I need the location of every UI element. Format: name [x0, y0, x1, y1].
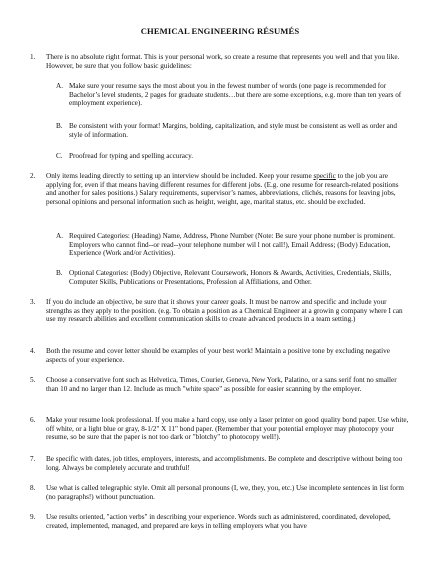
subitem-text: Make sure your resume says the most about you in the fewest number of words (one page is recommended for Bachelor’s level students, 2 pages for graduate students…but there are some exceptions, e.g. more than ten years of employment experience). [69, 82, 402, 108]
item-number: 5. [30, 376, 36, 384]
item-text-part: to the job you are applying for, even if that means having different resumes for different jobs. (E.g. one resume for research-related positions and another for sales positions.) Salary requirements, supervisor’s names, abbreviations, clichés, reasons for leaving jobs, personal opinions and personal information such as height, weight, age, marital status, etc. should be excluded. [46, 172, 399, 206]
item-number: 6. [30, 416, 36, 424]
subitem-text: Be consistent with your format! Margins, bolding, capitalization, and style must be consistent as well as order and style of information. [69, 122, 398, 139]
item-text: If you do include an objective, be sure that it shows your career goals. It must be narrow and specific and include your strengths as they apply to the position. (e.g. To obtain a position as a Chemical Engineer at a growin g company where I can use my research abilities and excellent communication skills to create advanced products in a team setting.) [46, 298, 403, 324]
item-number: 9. [30, 513, 36, 521]
item-number: 7. [30, 455, 36, 463]
item-number: 3. [30, 298, 36, 306]
subitem-letter: A. [56, 82, 63, 90]
item-number: 1. [30, 53, 36, 61]
subitem-text: Required Categories: (Heading) Name, Address, Phone Number (Note: Be sure your phone number is prominent. Employers who cannot find--or read--your telephone number wil l not call!), Email Address; (Body) Education, Experience (Work and/or Activities). [69, 232, 395, 258]
subitem-letter: A. [56, 232, 63, 240]
item-text: Choose a conservative font such as Helvetica, Times, Courier, Geneva, New York, Palatino, or a sans serif font no smaller than 10 and no larger than 12. Include as much "white space" as possible for easier scanning by the employer. [46, 376, 397, 393]
item-number: 4. [30, 347, 36, 355]
page-title: CHEMICAL ENGINEERING RÉSUMÉS [140, 26, 300, 36]
item-number: 8. [30, 484, 36, 492]
item-text: Use what is called telegraphic style. Omit all personal pronouns (I, we, they, you, etc.) Use incomplete sentences in list form (no paragraphs!) without punctuation. [46, 484, 405, 501]
item-text: Be specific with dates, job titles, employers, interests, and accomplishments. Be complete and descriptive without being too long. Always be completely accurate and truthful! [46, 455, 403, 472]
item-text: Use results oriented, "action verbs" in describing your experience. Words such as administered, coordinated, developed, created, implemented, managed, and prepared are keys in telling employers what you have [46, 513, 391, 530]
subitem-letter: B. [56, 269, 63, 277]
subitem-letter: C. [56, 152, 63, 160]
subitem-letter: B. [56, 122, 63, 130]
item-text-underlined: specific [313, 172, 336, 180]
item-text: Both the resume and cover letter should be examples of your best work! Maintain a positive tone by excluding negative aspects of your experience. [46, 347, 390, 364]
item-text [46, 172, 410, 206]
item-text: Make your resume look professional. If you make a hard copy, use only a laser printer on good quality bond paper. Use white, off white, or a light blue or gray, 8-1/2" X 11" bond paper. (Remember that your potential employer may photocopy your resume, so be sure that the paper is not too dark or "blotchy" to photocopy well!). [46, 416, 409, 442]
subitem-text: Optional Categories: (Body) Objective, Relevant Coursework, Honors & Awards, Activities, Credentials, Skills, Computer Skills, Publications or Presentations, Profession al Affiliations, and Other. [69, 269, 392, 286]
item-text: There is no absolute right format. This is your personal work, so create a resume that represents you well and that you like. However, be sure that you follow basic guidelines: [46, 53, 400, 70]
item-number: 2. [30, 172, 36, 180]
item-text-part: Only items leading directly to setting up an interview should be included. Keep your resume [46, 172, 314, 180]
subitem-text: Proofread for typing and spelling accuracy. [69, 152, 194, 160]
